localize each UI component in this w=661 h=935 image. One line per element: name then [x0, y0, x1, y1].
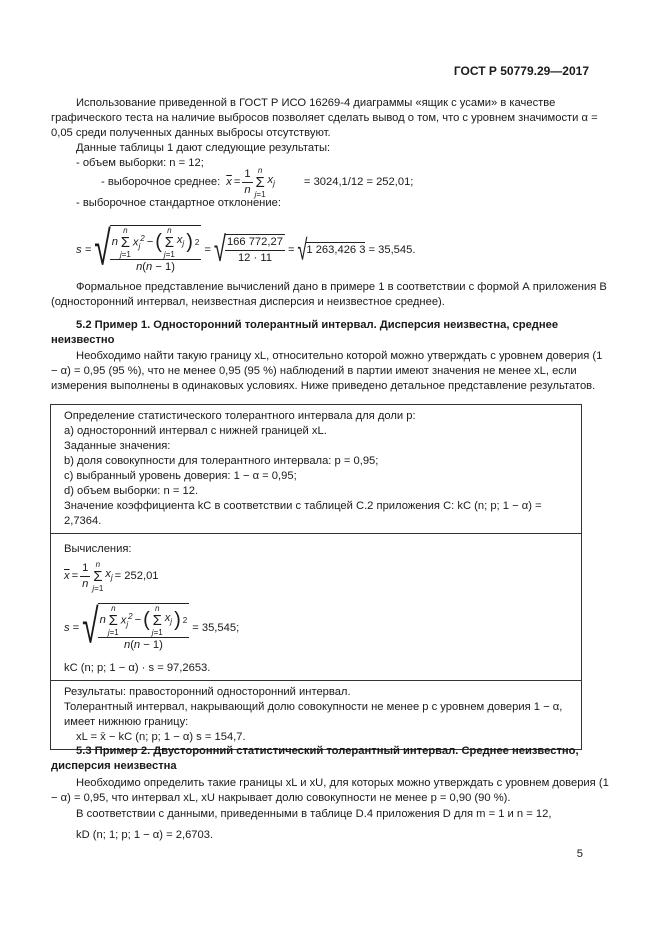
s-frac-den: 12 · 11 [237, 252, 272, 264]
section-5-3-title: 5.3 Пример 2. Двусторонний статистический толерантный интервал. Среднее неизвестно, дисперсия неизвестна [51, 745, 579, 772]
s-label: s = [76, 243, 92, 256]
results-section: Результаты: правосторонний односторонний интервал. Толерантный интервал, накрывающий долю совокупности не менее p с уровнем доверия 1 − α, имеет нижнюю границу: xL = x̄ − kC (n; p; 1 − α) s = 154,7. [51, 680, 581, 749]
s-frac-num: 166 772,27 [225, 235, 285, 251]
sample-mean-label: - выборочное среднее: [101, 175, 221, 188]
calc-mean-formula: $\overline{x}$ = $\frac{1}{n}$ n Σ j=1 $x_j$ = 252,01 [64, 559, 159, 593]
definition-section: Определение статистического толерантного интервала для доли p: а) односторонний интервал с нижней границей xL. Заданные значения: b) доля совокупности для толерантного интервала: p = 0,95; c) выбранный уровень доверия: 1 − α = 0,95; d) объем выборки: n = 12. Значение коэффициента kC в соответствии с таблицей С.2 приложения С: kC (n; p; 1 − α) = 2,7364. [51, 405, 581, 533]
calculation-box [50, 404, 582, 750]
section-5-3-paragraph-1: Необходимо определить такие границы xL и xU, для которых можно утверждать с уровнем доверия (1 − α) = 0,95, что интервал xL, xU накрывает долю совокупности не менее p = 0,90 (90 %). [51, 777, 609, 804]
sample-mean-line [51, 165, 611, 199]
section-5-2-paragraph: Необходимо найти такую границу xL, относительно которой можно утверждать с уровнем доверия (1 − α) = 0,95 (95 %), что не менее 0,95 (95 %) наблюдений в партии имеют значения не менее xL, если измерения выполнены в одинаковых условиях. Ниже приведено детальное представление результатов. [51, 350, 603, 392]
standard-header: ГОСТ Р 50779.29—2017 [453, 64, 589, 78]
calc-title: Вычисления: [64, 543, 132, 555]
calculations-section [51, 533, 581, 680]
calc-ks: kC (n; p; 1 − α) · s = 97,2653. [64, 662, 211, 674]
page-number: 5 [576, 848, 583, 860]
sample-mean-formula: $\overline{x}$ = $\frac{1}{n}$ n Σ j=1 $x_j$ [226, 165, 275, 199]
intro-paragraph-1: Использование приведенной в ГОСТ Р ИСО 16269-4 диаграммы «ящик с усами» в качестве графического теста на наличие выбросов позволяет сделать вывод о том, что с уровнем значимости α = 0,05 среди полученных данных выбросы отсутствуют. [51, 97, 598, 139]
sample-size-line: - объем выборки: n = 12; [76, 157, 204, 169]
section-5-2-title: 5.2 Пример 1. Односторонний толерантный интервал. Дисперсия неизвестна, среднее неизвестно [51, 319, 559, 346]
s-result: = 35,545. [368, 243, 416, 256]
sqrt-symbol: √ [94, 222, 111, 276]
kc-line: Значение коэффициента kC в соответствии с таблицей С.2 приложения С: kC (n; p; 1 − α) = 2,7364. [64, 500, 542, 527]
calc-sd-formula: s = √ n n Σ j=1 $x_j^2$ − ( n Σ j=1 $x_j$ ) 2 n(n − 1) = 35,545; [64, 600, 240, 654]
s-sqrt2: 1 263,426 3 [306, 244, 366, 256]
sample-sd-label: - выборочное стандартное отклонение: [76, 197, 281, 209]
sample-sd-formula: s = √ n n Σ j=1 $x_j^2$ − ( n Σ j=1 $x_j$ ) 2 n(n − 1) = √ $\frac{166 772,27}{12 \cdot 11}$ = √ 1 263,426 3 = 35,545. [76, 222, 416, 276]
section-5-3-paragraph-2: В соответствии с данными, приведенными в таблице D.4 приложения D для m = 1 и n = 12, [76, 808, 552, 820]
intro-paragraph-2: Данные таблицы 1 дают следующие результаты: [76, 142, 331, 154]
result-formula: xL = x̄ − kC (n; p; 1 − α) s = 154,7. [76, 731, 246, 743]
formal-representation-paragraph: Формальное представление вычислений дано в примере 1 в соответствии с формой А приложения В (односторонний интервал, неизвестная дисперсия и неизвестное среднее). [51, 281, 607, 308]
sample-mean-value: = 3024,1/12 = 252,01; [303, 175, 414, 188]
section-5-3-paragraph-3: kD (n; 1; p; 1 − α) = 2,6703. [76, 829, 214, 841]
